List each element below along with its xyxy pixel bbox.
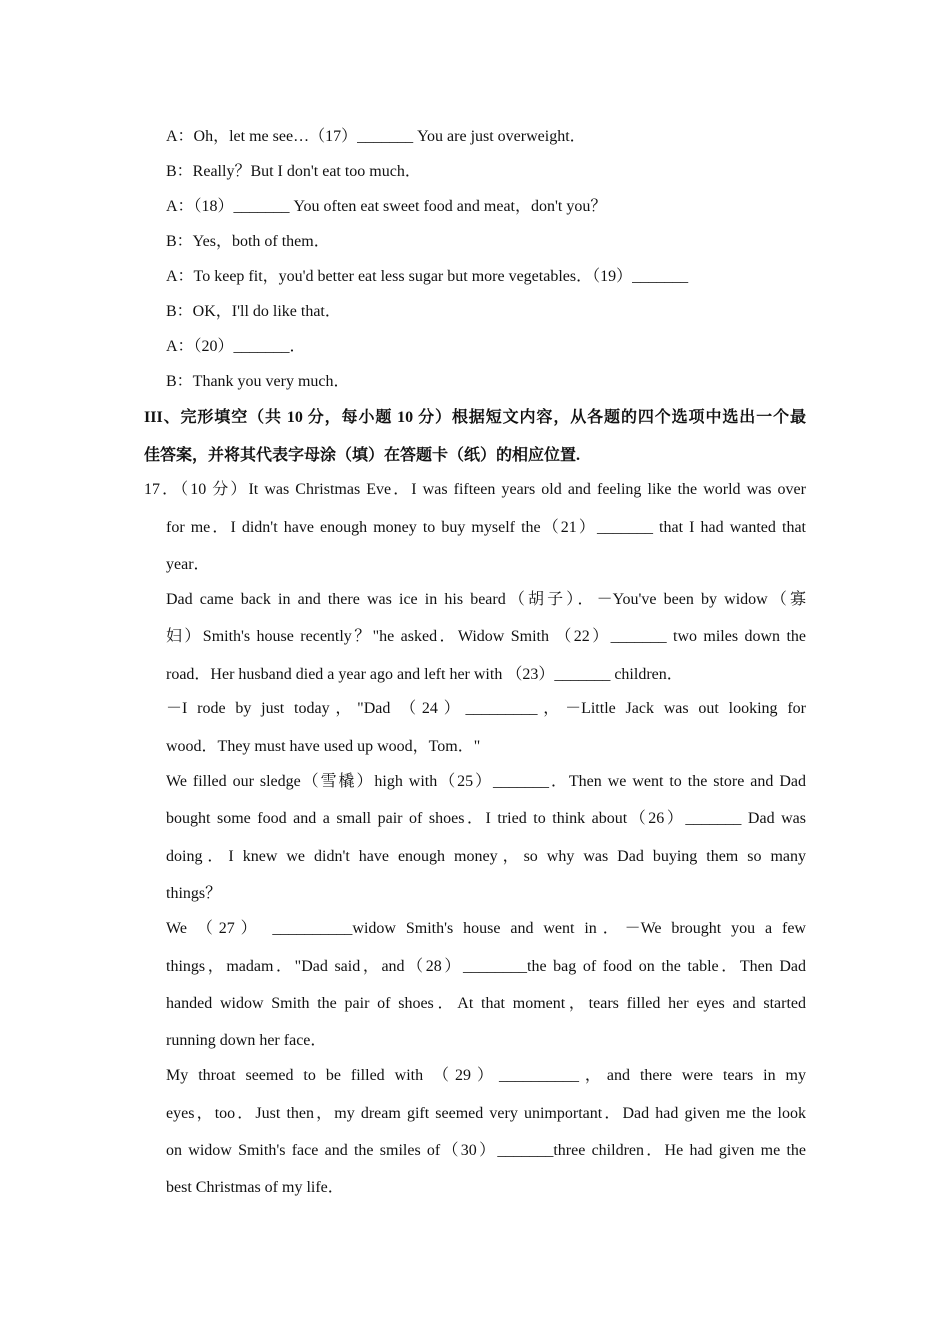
passage-line: road．Her husband died a year ago and left her with （23）_______ children． (166, 666, 683, 683)
dialogue-line: A：（18）_______ You often eat sweet food and meat，don't you？ (166, 198, 607, 215)
dialogue-line: A：To keep fit，you'd better eat less sugar but more vegetables．（19）_______ (166, 268, 689, 285)
dialogue-line: B：Yes，both of them． (166, 233, 330, 250)
section-title: III、完形填空（共 10 分，每小题 10 分）根据短文内容，从各题的四个选项中选出一个最 (144, 409, 806, 426)
passage-line: wood．They must have used up wood，Tom．" (166, 738, 481, 755)
passage-line: 妇）Smith's house recently？"he asked．Widow Smith （22）_______ two miles down the (166, 628, 806, 645)
question-number: 17．（10 分） (144, 481, 249, 498)
passage-line: best Christmas of my life． (166, 1179, 344, 1196)
passage-line: Dad came back in and there was ice in his beard（胡子）．－You've been by widow（寡 (166, 591, 806, 608)
dialogue-line: B：OK，I'll do like that． (166, 303, 341, 320)
dialogue-line: A：（20）_______． (166, 338, 306, 355)
passage-line: for me．I didn't have enough money to buy myself the（21）_______ that I had wanted that (166, 519, 806, 536)
passage-line: We （27） __________widow Smith's house and went in．－We brought you a few (166, 920, 806, 937)
dialogue-line: B：Really？But I don't eat too much． (166, 163, 421, 180)
passage-line: My throat seemed to be filled with （29）__________，and there were tears in my (166, 1067, 806, 1084)
passage-line: doing．I knew we didn't have enough money，so why was Dad buying them so many (166, 848, 806, 865)
passage-line: handed widow Smith the pair of shoes．At that moment，tears filled her eyes and started (166, 995, 806, 1012)
passage-line: things，madam．"Dad said，and（28）________the bag of food on the table．Then Dad (166, 958, 806, 975)
passage-line: We filled our sledge（雪橇）high with（25）_______．Then we went to the store and Dad (166, 773, 806, 790)
passage-line: 17．（10 分）It was Christmas Eve．I was fifteen years old and feeling like the world was over (144, 481, 806, 498)
dialogue-line: B：Thank you very much． (166, 373, 350, 390)
passage-line: －I rode by just today，"Dad （24）_________，－Little Jack was out looking for (166, 700, 806, 717)
passage-line: eyes，too．Just then，my dream gift seemed very unimportant．Dad had given me the look (166, 1105, 806, 1122)
section-title: 佳答案，并将其代表字母涂（填）在答题卡（纸）的相应位置. (144, 447, 581, 464)
passage-line: running down her face． (166, 1032, 327, 1049)
passage-line: things？ (166, 885, 222, 902)
passage-line: bought some food and a small pair of shoes．I tried to think about（26）_______ Dad was (166, 810, 806, 827)
dialogue-line: A：Oh，let me see…（17）_______ You are just overweight． (166, 128, 586, 145)
passage-line: on widow Smith's face and the smiles of（30）_______three children．He had given me the (166, 1142, 806, 1159)
passage-line: year． (166, 556, 210, 573)
